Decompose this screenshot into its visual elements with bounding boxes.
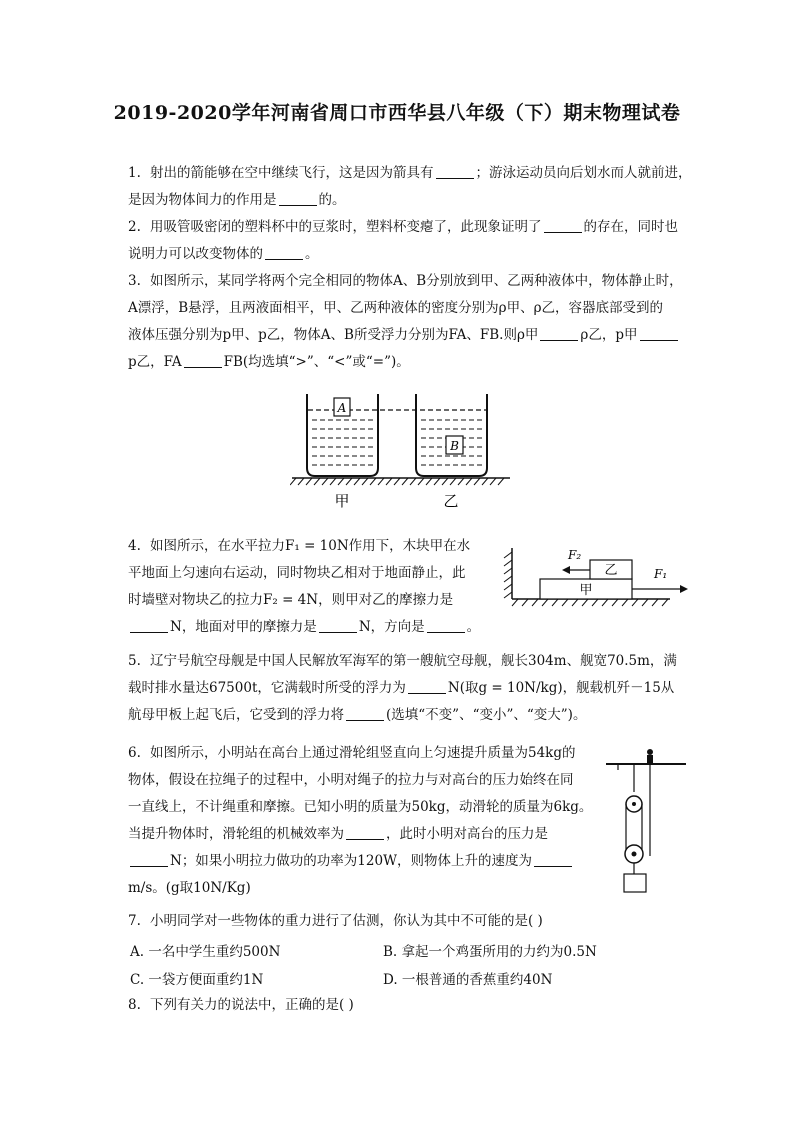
question-text: m/s。(g取10N/Kg) xyxy=(128,880,251,896)
question-5 xyxy=(128,648,698,729)
answer-blank[interactable] xyxy=(408,679,446,694)
question-text: 航母甲板上起飞后，它受到的浮力将 xyxy=(128,707,344,723)
question-text: N，方向是 xyxy=(358,619,425,635)
question-text: FB(均选填“>”、“<”或“=”)。 xyxy=(223,354,410,370)
label-jia: 甲 xyxy=(334,492,350,510)
question-number: 5. xyxy=(128,653,141,669)
question-number: 4. xyxy=(128,538,141,554)
question-text: 物体，假设在拉绳子的过程中，小明对绳子的拉力与对高台的压力始终在同 xyxy=(128,772,574,788)
question-text: 载时排水量达67500t，它满载时所受的浮力为 xyxy=(128,680,406,696)
question-number: 6. xyxy=(128,745,141,761)
question-text: 。 xyxy=(305,246,319,262)
answer-blank[interactable] xyxy=(640,326,678,341)
question-text: 。 xyxy=(466,619,481,635)
label-jia: 甲 xyxy=(579,583,593,598)
option-c[interactable]: C. 一袋方便面重约1N xyxy=(130,972,264,988)
answer-blank[interactable] xyxy=(540,326,578,341)
question-text: 的存在，同时也 xyxy=(583,219,678,235)
answer-blank[interactable] xyxy=(319,618,357,633)
question-text: ，此时小明对高台的压力是 xyxy=(386,826,548,842)
question-text: 的。 xyxy=(318,192,346,208)
question-text: ；游泳运动员向后划水而人就前进， xyxy=(475,165,692,181)
question-3 xyxy=(128,268,698,376)
question-number: 7. xyxy=(128,913,141,929)
question-number: 2. xyxy=(128,219,141,235)
label-yi: 乙 xyxy=(443,492,459,510)
q4-figure xyxy=(500,542,696,612)
option-a[interactable]: A. 一名中学生重约500N xyxy=(130,944,281,960)
answer-blank[interactable] xyxy=(544,218,582,233)
question-text: 一直线上，不计绳重和摩擦。已知小明的质量为50kg，动滑轮的质量为6kg。 xyxy=(128,799,593,815)
answer-blank[interactable] xyxy=(130,852,168,867)
answer-blank[interactable] xyxy=(346,825,384,840)
answer-blank[interactable] xyxy=(184,353,222,368)
answer-blank[interactable] xyxy=(346,706,384,721)
question-text: 射出的箭能够在空中继续飞行，这是因为箭具有 xyxy=(150,165,434,181)
question-number: 8. xyxy=(128,997,141,1013)
question-4 xyxy=(128,533,483,641)
option-b[interactable]: B. 拿起一个鸡蛋所用的力约为0.5N xyxy=(383,944,597,960)
question-text: 平地面上匀速向右运动，同时物块乙相对于地面静止，此 xyxy=(128,565,466,581)
question-text: 下列有关力的说法中，正确的是( ) xyxy=(150,997,354,1013)
answer-blank[interactable] xyxy=(265,245,303,260)
question-6 xyxy=(128,740,598,902)
question-text: ρ乙，p甲 xyxy=(580,327,638,343)
question-8 xyxy=(128,992,698,1019)
question-2 xyxy=(128,214,698,268)
label-b: B xyxy=(450,439,459,453)
question-text: 辽宁号航空母舰是中国人民解放军海军的第一艘航空母舰，舰长304m、舰宽70.5m，满 xyxy=(150,653,677,669)
question-text: N，地面对甲的摩擦力是 xyxy=(170,619,317,635)
question-text: N(取g = 10N/kg)，舰载机歼－15从 xyxy=(447,680,675,696)
question-number: 3. xyxy=(128,273,141,289)
question-text: 时墙壁对物块乙的拉力F₂ = 4N，则甲对乙的摩擦力是 xyxy=(128,592,454,608)
question-text: 用吸管吸密闭的塑料杯中的豆浆时，塑料杯变瘪了，此现象证明了 xyxy=(150,219,542,235)
question-text: p乙，FA xyxy=(128,354,182,370)
question-text: 液体压强分别为p甲、p乙，物体A、B所受浮力分别为FA、FB.则ρ甲 xyxy=(128,327,539,343)
answer-blank[interactable] xyxy=(279,191,317,206)
q3-figure xyxy=(290,392,514,512)
question-text: 当提升物体时，滑轮组的机械效率为 xyxy=(128,826,344,842)
question-text: 如图所示，在水平拉力F₁ = 10N作用下，木块甲在水 xyxy=(150,538,471,554)
label-f2: F₂ xyxy=(568,548,582,562)
question-number: 1. xyxy=(128,165,141,181)
answer-blank[interactable] xyxy=(130,618,168,633)
label-yi: 乙 xyxy=(604,563,618,578)
question-1 xyxy=(128,160,698,214)
question-text: 是因为物体间力的作用是 xyxy=(128,192,277,208)
answer-blank[interactable] xyxy=(427,618,465,633)
question-text: 如图所示，小明站在高台上通过滑轮组竖直向上匀速提升质量为54kg的 xyxy=(150,745,576,761)
answer-blank[interactable] xyxy=(436,164,474,179)
question-7 xyxy=(128,908,698,935)
question-text: 小明同学对一些物体的重力进行了估测，你认为其中不可能的是( ) xyxy=(150,913,543,929)
answer-blank[interactable] xyxy=(534,852,572,867)
question-text: 说明力可以改变物体的 xyxy=(128,246,263,262)
question-text: N；如果小明拉力做功的功率为120W，则物体上升的速度为 xyxy=(170,853,532,869)
option-d[interactable]: D. 一根普通的香蕉重约40N xyxy=(383,972,553,988)
label-f1: F₁ xyxy=(654,567,668,581)
label-a: A xyxy=(337,401,347,415)
question-text: (选填“不变”、“变小”、“变大”)。 xyxy=(386,707,587,723)
question-text: 如图所示，某同学将两个完全相同的物体A、B分别放到甲、乙两种液体中，物体静止时， xyxy=(150,273,683,289)
q6-figure xyxy=(604,748,688,896)
page-title: 2019-2020学年河南省周口市西华县八年级（下）期末物理试卷 xyxy=(113,102,681,124)
question-text: A漂浮，B悬浮，且两液面相平，甲、乙两种液体的密度分别为ρ甲、ρ乙，容器底部受到的 xyxy=(128,300,664,316)
